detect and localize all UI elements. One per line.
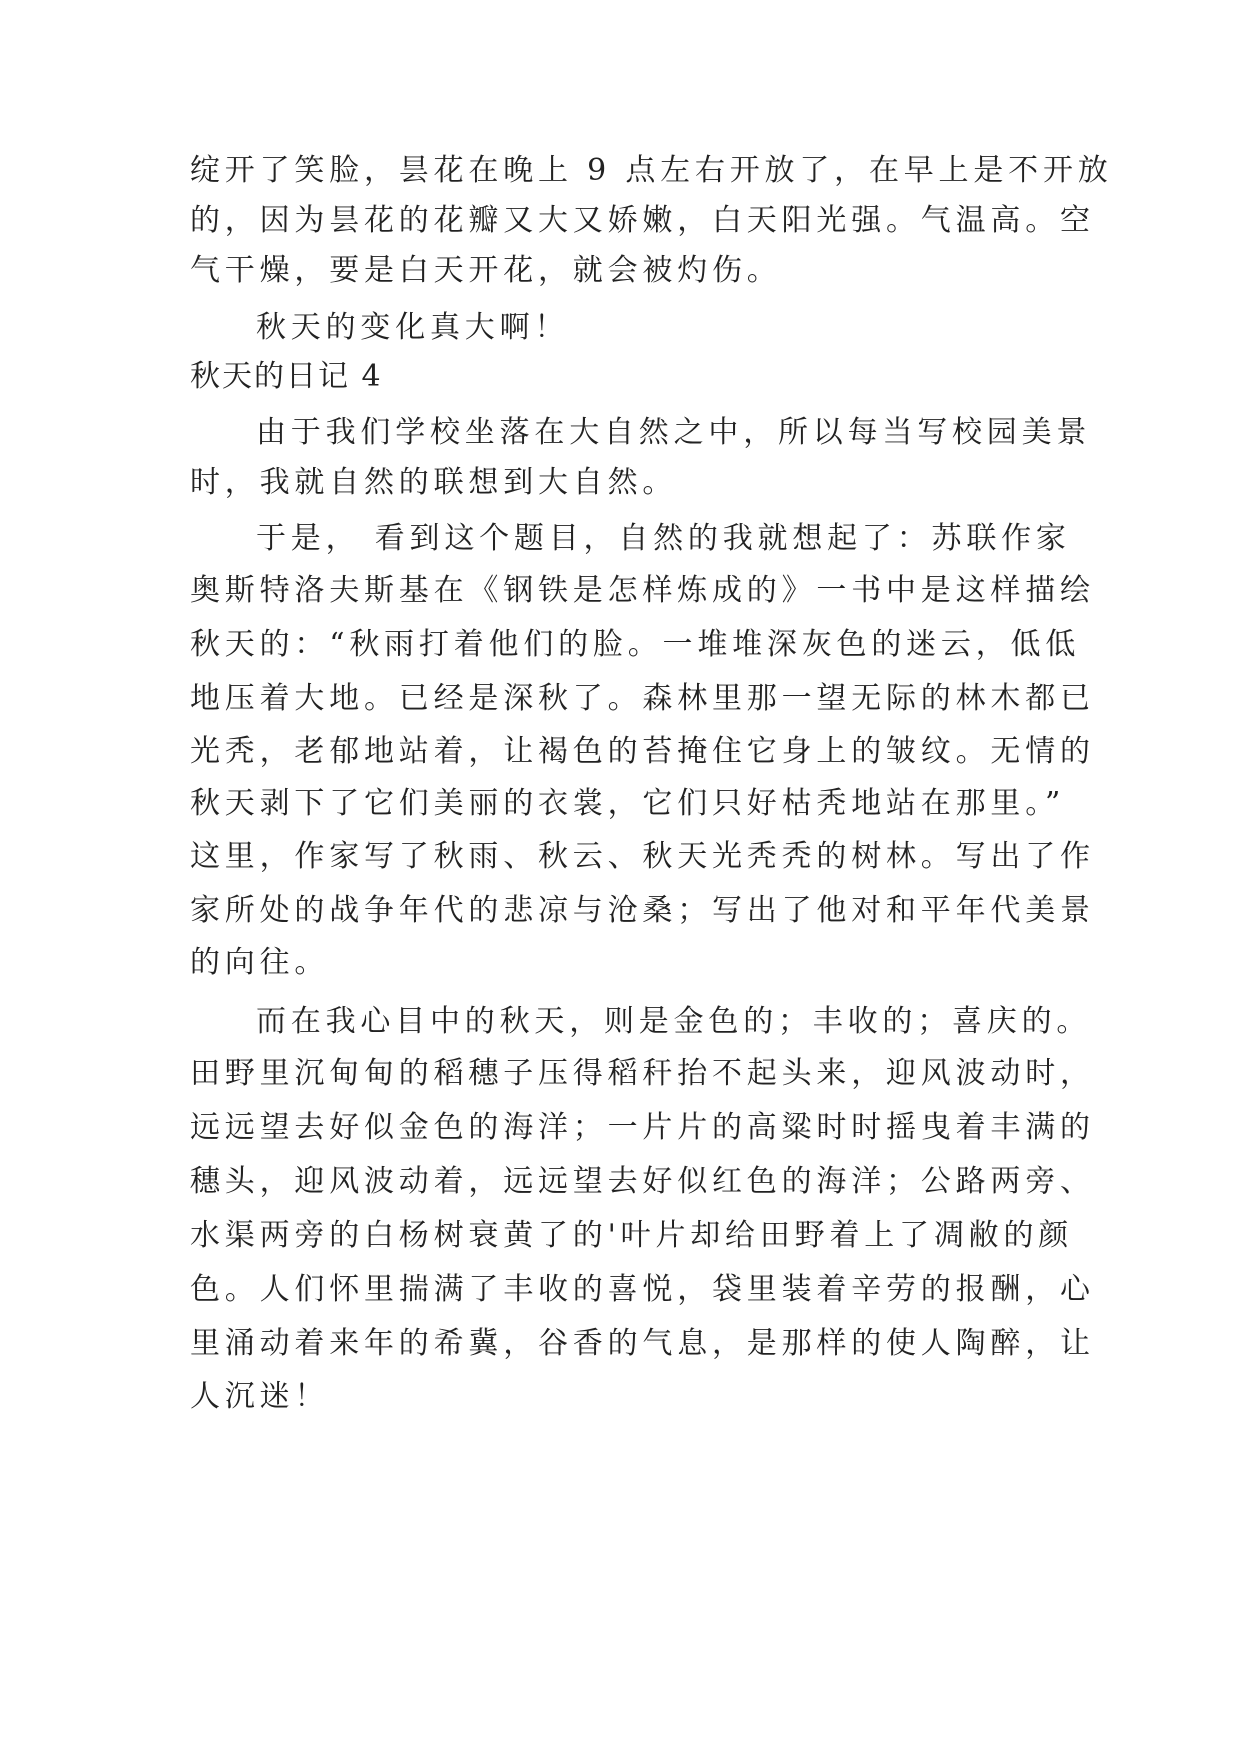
paragraph-line: 气干燥，要是白天开花，就会被灼伤。 [190,253,782,288]
paragraph-line: 于是， 看到这个题目，自然的我就想起了：苏联作家 [256,521,1071,556]
paragraph-line: 远远望去好似金色的海洋；一片片的高粱时时摇曳着丰满的 [190,1110,1095,1145]
paragraph-line: 由于我们学校坐落在大自然之中，所以每当写校园美景 [256,415,1092,450]
paragraph-line: 秋天的：“秋雨打着他们的脸。一堆堆深灰色的迷云，低低 [190,627,1081,662]
section-heading: 秋天的日记 4 [190,359,383,394]
paragraph-line: 光秃，老郁地站着，让褐色的苔掩住它身上的皱纹。无情的 [190,734,1095,769]
paragraph-line: 地压着大地。已经是深秋了。森林里那一望无际的林木都已 [190,681,1095,716]
paragraph-line: 的，因为昙花的花瓣又大又娇嫩，白天阳光强。气温高。空 [190,203,1095,238]
paragraph-line: 这里，作家写了秋雨、秋云、秋天光秃秃的树林。写出了作 [190,839,1095,874]
paragraph-line: 里涌动着来年的希冀，谷香的气息，是那样的使人陶醉，让 [190,1326,1095,1361]
paragraph-line: 色。人们怀里揣满了丰收的喜悦，袋里装着辛劳的报酬，心 [190,1272,1095,1307]
paragraph-line: 而在我心目中的秋天，则是金色的；丰收的；喜庆的。 [256,1004,1092,1039]
paragraph-line: 时，我就自然的联想到大自然。 [190,465,678,500]
paragraph-line: 绽开了笑脸，昙花在晚上 9 点左右开放了，在早上是不开放 [190,153,1113,188]
paragraph-line: 水渠两旁的白杨树衰黄了的'叶片却给田野着上了凋敝的颜 [190,1218,1074,1253]
paragraph-line: 人沉迷！ [190,1379,330,1414]
paragraph-line: 秋天剥下了它们美丽的衣裳，它们只好枯秃地站在那里。” [190,786,1066,821]
paragraph-line: 田野里沉甸甸的稻穗子压得稻秆抬不起头来，迎风波动时， [190,1056,1095,1091]
paragraph-line: 的向往。 [190,945,330,980]
paragraph-line: 家所处的战争年代的悲凉与沧桑；写出了他对和平年代美景 [190,893,1095,928]
paragraph-line: 穗头，迎风波动着，远远望去好似红色的海洋；公路两旁、 [190,1164,1095,1199]
paragraph-line: 秋天的变化真大啊！ [256,310,570,345]
paragraph-line: 奥斯特洛夫斯基在《钢铁是怎样炼成的》一书中是这样描绘 [190,573,1095,608]
